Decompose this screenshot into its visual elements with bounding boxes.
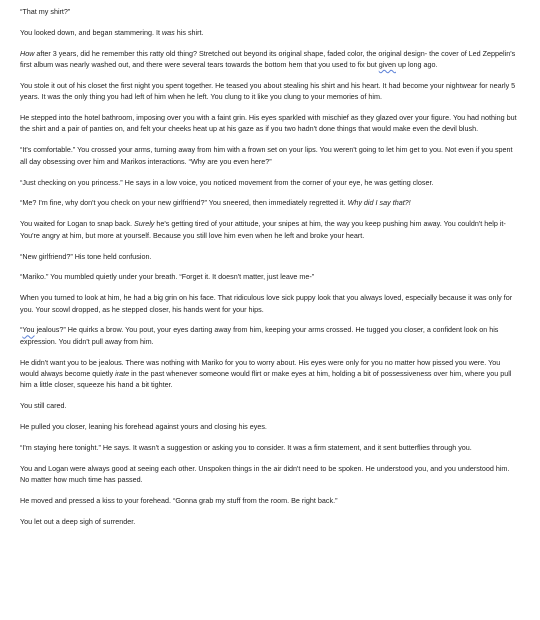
text-run: his shirt. xyxy=(174,27,204,37)
story-paragraph xyxy=(20,48,520,71)
story-paragraph xyxy=(20,421,520,432)
text-run: You let out a deep sigh of surrender. xyxy=(20,516,136,526)
spellcheck-flagged-word: You xyxy=(22,325,35,335)
text-run: “New girlfriend?” His tone held confusion. xyxy=(20,251,152,261)
story-paragraph xyxy=(20,271,520,282)
story-paragraph xyxy=(20,144,520,167)
text-run: He moved and pressed a kiss to your forehead. “Gonna grab my stuff from the room. Be right back.” xyxy=(20,496,338,505)
story-paragraph xyxy=(20,251,520,262)
story-paragraph xyxy=(20,324,520,347)
story-paragraph xyxy=(20,292,520,315)
story-paragraph xyxy=(20,177,520,188)
text-run: You and Logan were always good at seeing each other. Unspoken things in the air didn't need to be spoken. He understood you, and you understood him. No matter how much time has passed. xyxy=(20,463,510,485)
story-paragraph xyxy=(20,197,520,208)
italic-text: Surely xyxy=(134,219,155,229)
story-paragraph xyxy=(20,27,520,38)
italic-text: Why did I say that?! xyxy=(347,198,411,208)
italic-text: was xyxy=(161,27,175,37)
story-paragraph xyxy=(20,6,520,17)
text-run: in the past whenever someone would flirt or make eyes at him, holding a bit of possessiveness over him, where you pull him a little closer, squeeze his hand a bit tighter. xyxy=(20,368,512,390)
text-run: He stepped into the hotel bathroom, imposing over you with a faint grin. His eyes sparkled with mischief as they glazed over your figure. You had nothing but the shirt and a pair of panties on, and felt your cheeks heat up at his gaze as if you two hadn't done things that would make even the devil blush. xyxy=(20,113,517,134)
story-paragraph xyxy=(20,516,520,527)
story-paragraph xyxy=(20,442,520,453)
italic-text: How xyxy=(20,48,35,58)
italic-text: irate xyxy=(115,368,130,378)
text-run: You looked down, and began stammering. It xyxy=(20,27,162,37)
text-run: “Mariko.” You mumbled quietly under your breath. “Forget it. It doesn't matter, just leave me-” xyxy=(20,272,315,282)
story-paragraph xyxy=(20,357,520,391)
text-run: He didn't want you to be jealous. There was nothing with Mariko for you to worry about. His eyes were only for you no matter how pissed you were. You would always become quietly xyxy=(20,357,501,378)
text-run: “It's comfortable.” You crossed your arms, turning away from him with a frown set on your lips. You weren't going to let him get to you. Not even if you spent all day obsessing over him and Marikos interactions. “Why are you even here?” xyxy=(20,145,513,166)
text-run: “ xyxy=(20,325,23,335)
story-paragraph xyxy=(20,495,520,506)
text-run: “That my shirt?” xyxy=(20,7,71,16)
text-run: after 3 years, did he remember this ratty old thing? Stretched out beyond its original shape, faded color, the original design- the cover of Led Zeppelin's first album was nearly washed out, and there were several tears towards the bottom hem that you used to fix but xyxy=(20,48,516,70)
story-paragraph xyxy=(20,80,520,103)
story-paragraph xyxy=(20,463,520,486)
story-paragraph xyxy=(20,112,520,135)
text-run: he's getting tired of your attitude, your snipes at him, the way you keep pushing him away. You couldn't help it- You're angry at him, but more at yourself. Because you still love him even when he left and broke your heart. xyxy=(20,219,506,240)
text-run: You stole it out of his closet the first night you spent together. He teased you about stealing his shirt and his heart. It had become your nightwear for nearly 5 years. It was the only thing you had left of him when he left. You clung to it like you clung to your memories of him. xyxy=(20,80,516,102)
text-run: He pulled you closer, leaning his forehead against yours and closing his eyes. xyxy=(20,422,267,432)
text-run: You still cared. xyxy=(20,401,67,411)
story-paragraph xyxy=(20,218,520,241)
text-run: You waited for Logan to snap back. xyxy=(20,219,135,229)
spellcheck-flagged-word: given xyxy=(378,60,396,70)
text-run: “Just checking on you princess.” He says in a low voice, you noticed movement from the corner of your eye, he was getting closer. xyxy=(20,177,434,187)
text-run: “I'm staying here tonight.” He says. It wasn't a suggestion or asking you to consider. It was a firm statement, and it sent butterflies through you. xyxy=(20,442,472,452)
story-paragraph xyxy=(20,400,520,411)
text-run: When you turned to look at him, he had a big grin on his face. That ridiculous love sick puppy look that you always loved, especially because it was only for you. Your scowl dropped, as he stepped closer, his hands went for your hips. xyxy=(20,293,513,314)
text-run: “Me? I'm fine, why don't you check on your new girlfriend?” You sneered, then immediately regretted it. xyxy=(20,198,348,208)
text-run: up long ago. xyxy=(395,60,438,70)
text-run: jealous?” He quirks a brow. You pout, your eyes darting away from him, keeping your arms crossed. He tugged you closer, a confident look on his expression. You didn't pull away from him. xyxy=(20,325,499,346)
